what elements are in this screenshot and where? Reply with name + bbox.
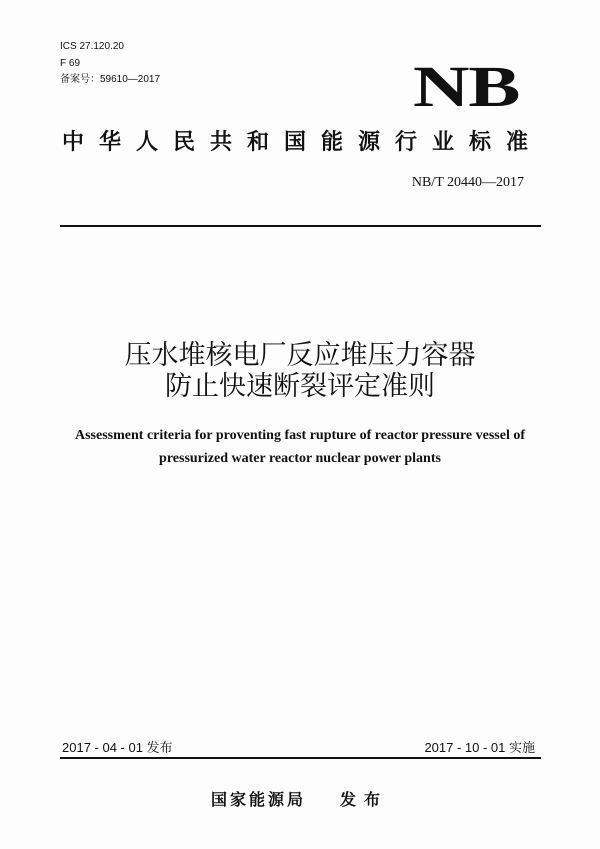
issuer-name: 国家能源局: [211, 790, 307, 809]
record-number: 备案号：59610—2017: [60, 74, 161, 85]
title-en-line-2: pressurized water reactor nuclear power plants: [159, 451, 441, 466]
ics-code: ICS 27.120.20: [60, 41, 124, 52]
title-zh-line-2: 防止快速断裂评定准则: [165, 371, 435, 402]
standard-category: 中华人民共和国能源行业标准: [62, 130, 544, 155]
nb-logo: NB: [413, 54, 520, 119]
issuer-action: 发布: [340, 790, 389, 809]
title-zh-line-1: 压水堆核电厂反应堆压力容器: [124, 340, 476, 371]
top-divider: [60, 225, 541, 227]
standard-number: NB/T 20440—2017: [411, 175, 524, 190]
ccs-code: F 69: [60, 58, 81, 69]
implementation-date: 2017 - 10 - 01 实施: [424, 740, 535, 755]
issue-date: 2017 - 04 - 01 发布: [62, 740, 173, 755]
bottom-divider: [60, 757, 541, 759]
title-en-line-1: Assessment criteria for proventing fast rupture of reactor pressure vessel of: [75, 428, 525, 443]
